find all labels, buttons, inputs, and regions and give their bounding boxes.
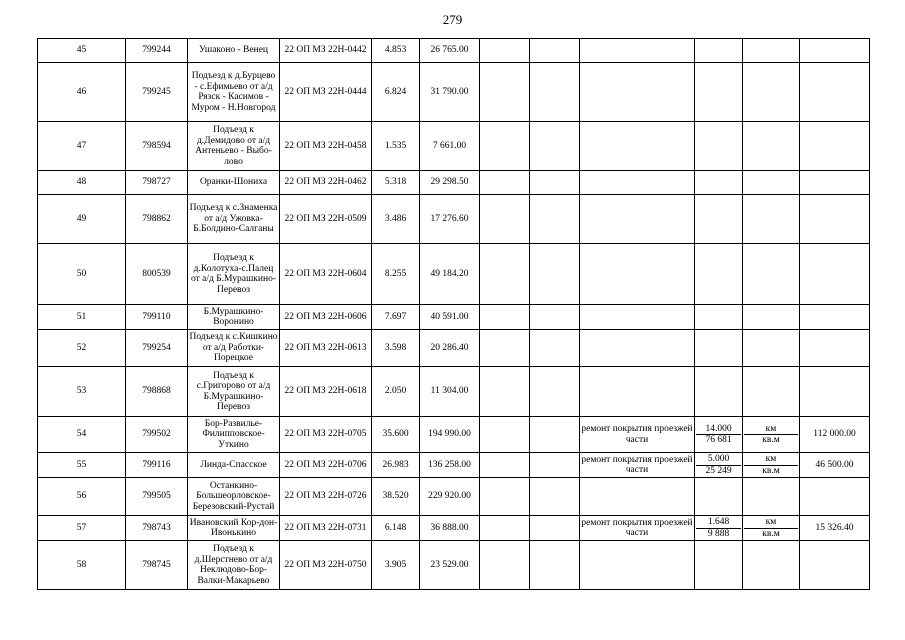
unit-cell — [743, 63, 800, 122]
unit-km: км — [765, 517, 777, 527]
empty-cell — [480, 195, 530, 244]
work-type — [580, 122, 695, 171]
quantity-cell — [695, 63, 743, 122]
quantity-cell — [695, 330, 743, 367]
work-type: ремонт покрытия проезжей части — [580, 453, 695, 478]
road-code: 22 ОП МЗ 22Н-0750 — [280, 541, 372, 590]
road-code: 22 ОП МЗ 22Н-0726 — [280, 478, 372, 516]
repair-cost: 46 500.00 — [800, 453, 870, 478]
repair-cost — [800, 39, 870, 63]
road-name: Подъезд к с.Знаменка от а/д Ужовка-Б.Болдино-Салганы — [188, 195, 280, 244]
empty-cell — [530, 39, 580, 63]
unit-cell — [743, 516, 800, 541]
row-number: 48 — [38, 171, 126, 195]
road-length: 1.535 — [372, 122, 420, 171]
empty-cell — [530, 478, 580, 516]
quantity-cell — [695, 122, 743, 171]
repair-cost: 15 326.40 — [800, 516, 870, 541]
unit-cell — [743, 171, 800, 195]
repair-cost — [800, 330, 870, 367]
work-type — [580, 541, 695, 590]
quantity-area: 76 681 — [696, 434, 741, 446]
road-code: 22 ОП МЗ 22Н-0613 — [280, 330, 372, 367]
table-row — [38, 478, 870, 516]
empty-cell — [530, 417, 580, 453]
row-number: 57 — [38, 516, 126, 541]
table-row — [38, 367, 870, 417]
road-length: 2.050 — [372, 367, 420, 417]
work-type — [580, 195, 695, 244]
road-id: 798862 — [126, 195, 188, 244]
empty-cell — [480, 39, 530, 63]
road-length: 26.983 — [372, 453, 420, 478]
empty-cell — [480, 122, 530, 171]
maintenance-cost: 11 304.00 — [420, 367, 480, 417]
row-number: 58 — [38, 541, 126, 590]
empty-cell — [480, 305, 530, 330]
repair-cost — [800, 541, 870, 590]
road-code: 22 ОП МЗ 22Н-0606 — [280, 305, 372, 330]
road-id: 798745 — [126, 541, 188, 590]
quantity-cell — [695, 171, 743, 195]
repair-cost — [800, 63, 870, 122]
row-number: 56 — [38, 478, 126, 516]
road-code: 22 ОП МЗ 22Н-0462 — [280, 171, 372, 195]
row-number: 47 — [38, 122, 126, 171]
maintenance-cost: 29 298.50 — [420, 171, 480, 195]
road-name: Ивановский Кор-дон-Ивонькино — [188, 516, 280, 541]
road-name: Подъезд к с.Григорово от а/д Б.Мурашкино-Перевоз — [188, 367, 280, 417]
road-id: 800539 — [126, 244, 188, 305]
road-id: 799502 — [126, 417, 188, 453]
row-number: 53 — [38, 367, 126, 417]
page-number: 279 — [442, 12, 463, 27]
road-code: 22 ОП МЗ 22Н-0442 — [280, 39, 372, 63]
repair-cost — [800, 195, 870, 244]
empty-cell — [530, 541, 580, 590]
road-code: 22 ОП МЗ 22Н-0604 — [280, 244, 372, 305]
road-code: 22 ОП МЗ 22Н-0706 — [280, 453, 372, 478]
maintenance-cost: 40 591.00 — [420, 305, 480, 330]
table-row — [38, 453, 870, 478]
unit-km: км — [765, 454, 777, 464]
work-type: ремонт покрытия проезжей части — [580, 417, 695, 453]
empty-cell — [530, 330, 580, 367]
quantity-area: 9 888 — [696, 528, 741, 540]
quantity-km: 5.000 — [707, 454, 730, 464]
road-length: 3.905 — [372, 541, 420, 590]
repair-cost — [800, 305, 870, 330]
road-code: 22 ОП МЗ 22Н-0444 — [280, 63, 372, 122]
maintenance-cost: 20 286.40 — [420, 330, 480, 367]
repair-cost — [800, 367, 870, 417]
table-row — [38, 244, 870, 305]
road-length: 38.520 — [372, 478, 420, 516]
quantity-km: 14.000 — [705, 423, 732, 434]
unit-cell — [743, 330, 800, 367]
empty-cell — [530, 516, 580, 541]
empty-cell — [530, 453, 580, 478]
road-length: 4.853 — [372, 39, 420, 63]
road-id: 799254 — [126, 330, 188, 367]
row-number: 45 — [38, 39, 126, 63]
work-type — [580, 63, 695, 122]
empty-cell — [480, 63, 530, 122]
quantity-cell — [695, 195, 743, 244]
row-number: 54 — [38, 417, 126, 453]
maintenance-cost: 229 920.00 — [420, 478, 480, 516]
empty-cell — [530, 171, 580, 195]
maintenance-cost: 36 888.00 — [420, 516, 480, 541]
unit-cell — [743, 305, 800, 330]
road-id: 799245 — [126, 63, 188, 122]
table-row — [38, 171, 870, 195]
road-length: 5.318 — [372, 171, 420, 195]
row-number: 50 — [38, 244, 126, 305]
work-type — [580, 305, 695, 330]
row-number: 49 — [38, 195, 126, 244]
road-name: Б.Мурашкино-Воронино — [188, 305, 280, 330]
unit-area: кв.м — [744, 528, 798, 540]
work-type — [580, 244, 695, 305]
empty-cell — [530, 367, 580, 417]
work-type: ремонт покрытия проезжей части — [580, 516, 695, 541]
unit-cell — [743, 541, 800, 590]
maintenance-cost: 136 258.00 — [420, 453, 480, 478]
road-table — [37, 38, 870, 590]
road-id: 798743 — [126, 516, 188, 541]
quantity-area: 25 249 — [696, 465, 741, 477]
empty-cell — [480, 453, 530, 478]
road-length: 6.824 — [372, 63, 420, 122]
quantity-cell — [695, 305, 743, 330]
table-row — [38, 330, 870, 367]
road-name: Бор-Развилье-Филипповское-Уткино — [188, 417, 280, 453]
table-row — [38, 417, 870, 453]
repair-cost — [800, 478, 870, 516]
road-name: Оранки-Шониха — [188, 171, 280, 195]
unit-cell — [743, 195, 800, 244]
table-row — [38, 541, 870, 590]
quantity-cell — [695, 39, 743, 63]
empty-cell — [530, 244, 580, 305]
road-id: 798594 — [126, 122, 188, 171]
unit-cell — [743, 367, 800, 417]
work-type — [580, 367, 695, 417]
repair-cost: 112 000.00 — [800, 417, 870, 453]
road-name: Ушаконо - Венец — [188, 39, 280, 63]
road-id: 799244 — [126, 39, 188, 63]
empty-cell — [530, 122, 580, 171]
unit-cell — [743, 453, 800, 478]
quantity-cell — [695, 478, 743, 516]
road-id: 799116 — [126, 453, 188, 478]
table-row — [38, 516, 870, 541]
road-code: 22 ОП МЗ 22Н-0618 — [280, 367, 372, 417]
maintenance-cost: 23 529.00 — [420, 541, 480, 590]
road-name: Останкино-Большеорловское-Березовский-Рустай — [188, 478, 280, 516]
table-row — [38, 195, 870, 244]
table-row — [38, 39, 870, 63]
quantity-cell — [695, 367, 743, 417]
repair-cost — [800, 122, 870, 171]
road-length: 35.600 — [372, 417, 420, 453]
unit-cell — [743, 417, 800, 453]
row-number: 51 — [38, 305, 126, 330]
empty-cell — [480, 541, 530, 590]
unit-cell — [743, 478, 800, 516]
quantity-cell — [695, 244, 743, 305]
unit-area: кв.м — [744, 465, 798, 477]
empty-cell — [480, 516, 530, 541]
empty-cell — [480, 417, 530, 453]
work-type — [580, 330, 695, 367]
table-row — [38, 63, 870, 122]
road-code: 22 ОП МЗ 22Н-0458 — [280, 122, 372, 171]
quantity-cell — [695, 417, 743, 453]
road-id: 798727 — [126, 171, 188, 195]
road-name: Подъезд к д.Бурцево - с.Ефимьево от а/д Рязск - Касимов - Муром - Н.Новгород — [188, 63, 280, 122]
maintenance-cost: 49 184.20 — [420, 244, 480, 305]
empty-cell — [480, 244, 530, 305]
unit-cell — [743, 39, 800, 63]
table-row — [38, 122, 870, 171]
work-type — [580, 39, 695, 63]
work-type — [580, 478, 695, 516]
road-code: 22 ОП МЗ 22Н-0509 — [280, 195, 372, 244]
maintenance-cost: 31 790.00 — [420, 63, 480, 122]
road-code: 22 ОП МЗ 22Н-0731 — [280, 516, 372, 541]
repair-cost — [800, 171, 870, 195]
road-length: 6.148 — [372, 516, 420, 541]
quantity-cell — [695, 453, 743, 478]
road-length: 3.598 — [372, 330, 420, 367]
row-number: 52 — [38, 330, 126, 367]
empty-cell — [480, 171, 530, 195]
road-id: 799505 — [126, 478, 188, 516]
empty-cell — [530, 63, 580, 122]
road-code: 22 ОП МЗ 22Н-0705 — [280, 417, 372, 453]
quantity-km: 1.648 — [707, 517, 730, 527]
maintenance-cost: 194 990.00 — [420, 417, 480, 453]
table-row — [38, 305, 870, 330]
work-type — [580, 171, 695, 195]
empty-cell — [480, 367, 530, 417]
maintenance-cost: 7 661.00 — [420, 122, 480, 171]
repair-cost — [800, 244, 870, 305]
road-length: 3.486 — [372, 195, 420, 244]
road-name: Подъезд к д.Шерстнево от а/д Неклюдово-Бор-Валки-Макарьево — [188, 541, 280, 590]
road-id: 798868 — [126, 367, 188, 417]
road-name: Подъезд к с.Кишкино от а/д Работки-Порецкое — [188, 330, 280, 367]
road-name: Подъезд к д.Демидово от а/д Антеньево - Выбо-лово — [188, 122, 280, 171]
row-number: 46 — [38, 63, 126, 122]
quantity-cell — [695, 541, 743, 590]
road-name: Подъезд к д.Колотуха-с.Палец от а/д Б.Мурашкино-Перевоз — [188, 244, 280, 305]
empty-cell — [530, 305, 580, 330]
empty-cell — [480, 330, 530, 367]
maintenance-cost: 26 765.00 — [420, 39, 480, 63]
unit-area: кв.м — [744, 434, 798, 446]
unit-cell — [743, 244, 800, 305]
maintenance-cost: 17 276.60 — [420, 195, 480, 244]
quantity-cell — [695, 516, 743, 541]
road-length: 7.697 — [372, 305, 420, 330]
unit-km: км — [765, 423, 777, 434]
road-id: 799110 — [126, 305, 188, 330]
empty-cell — [530, 195, 580, 244]
unit-cell — [743, 122, 800, 171]
empty-cell — [480, 478, 530, 516]
road-length: 8.255 — [372, 244, 420, 305]
road-name: Линда-Спасское — [188, 453, 280, 478]
row-number: 55 — [38, 453, 126, 478]
